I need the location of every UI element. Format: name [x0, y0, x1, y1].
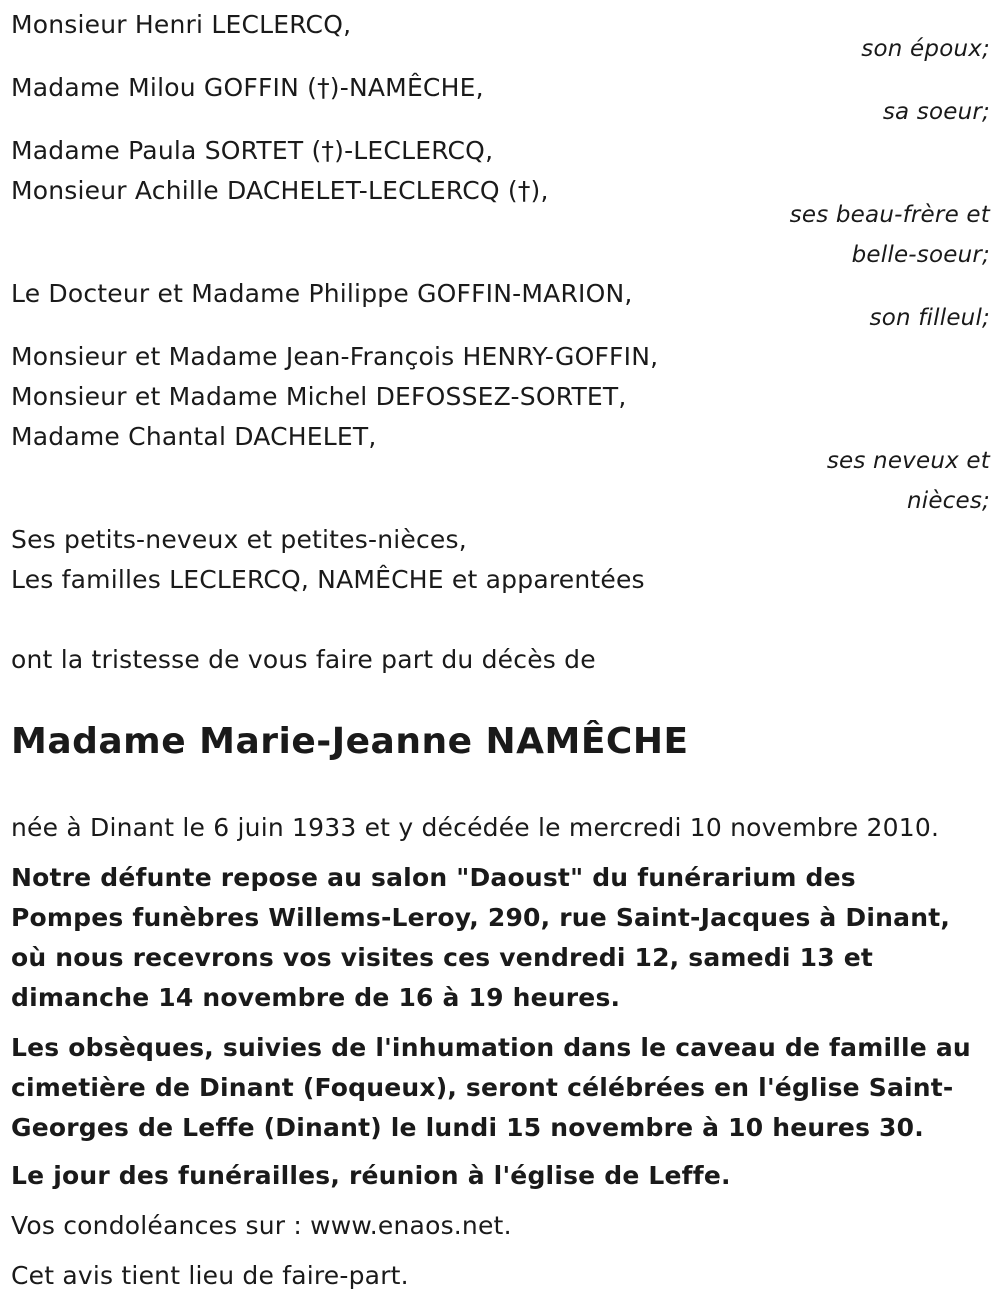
- family-line: Monsieur Henri LECLERCQ,: [11, 10, 352, 39]
- relation-label: sa soeur;: [882, 99, 990, 125]
- family-line: Monsieur et Madame Michel DEFOSSEZ-SORTET,: [11, 382, 627, 411]
- relation-label: son filleul;: [869, 305, 990, 331]
- relation-label: belle-soeur;: [851, 242, 990, 268]
- relation-label: ses beau-frère et: [789, 202, 990, 228]
- relation-label: son époux;: [861, 36, 990, 62]
- family-line: Monsieur Achille DACHELET-LECLERCQ (†),: [11, 176, 549, 205]
- family-line: Monsieur et Madame Jean-François HENRY-GOFFIN,: [11, 342, 659, 371]
- family-line: Madame Chantal DACHELET,: [11, 422, 377, 451]
- family-line: Ses petits-neveux et petites-nièces,: [11, 525, 467, 554]
- gathering-text: Le jour des funérailles, réunion à l'église de Leffe.: [11, 1161, 731, 1190]
- announcement-text: ont la tristesse de vous faire part du décès de: [11, 645, 596, 674]
- closing-text: Cet avis tient lieu de faire-part.: [11, 1261, 409, 1290]
- visitation-paragraph: Notre défunte repose au salon "Daoust" du funérarium des Pompes funèbres Willems-Leroy, 290, rue Saint-Jacques à Dinant, où nous recevrons vos visites ces vendredi 12, samedi 13 et dimanche 14 novembre de 16 à 19 heures.: [11, 863, 951, 1012]
- family-line: Madame Paula SORTET (†)-LECLERCQ,: [11, 136, 494, 165]
- relation-label: ses neveux et: [826, 448, 990, 474]
- family-line: Madame Milou GOFFIN (†)-NAMÊCHE,: [11, 73, 484, 102]
- family-line: Le Docteur et Madame Philippe GOFFIN-MARION,: [11, 279, 633, 308]
- deceased-name: Madame Marie-Jeanne NAMÊCHE: [11, 721, 689, 762]
- relation-label: nièces;: [906, 488, 990, 514]
- condolences-text: Vos condoléances sur : www.enaos.net.: [11, 1211, 512, 1240]
- funeral-paragraph: Les obsèques, suivies de l'inhumation dans le caveau de famille au cimetière de Dinant (Foqueux), seront célébrées en l'église Saint-Georges de Leffe (Dinant) le lundi 15 novembre à 10 heures 30.: [11, 1033, 971, 1142]
- birth-death-text: née à Dinant le 6 juin 1933 et y décédée le mercredi 10 novembre 2010.: [11, 813, 940, 842]
- family-line: Les familles LECLERCQ, NAMÊCHE et apparentées: [11, 565, 645, 594]
